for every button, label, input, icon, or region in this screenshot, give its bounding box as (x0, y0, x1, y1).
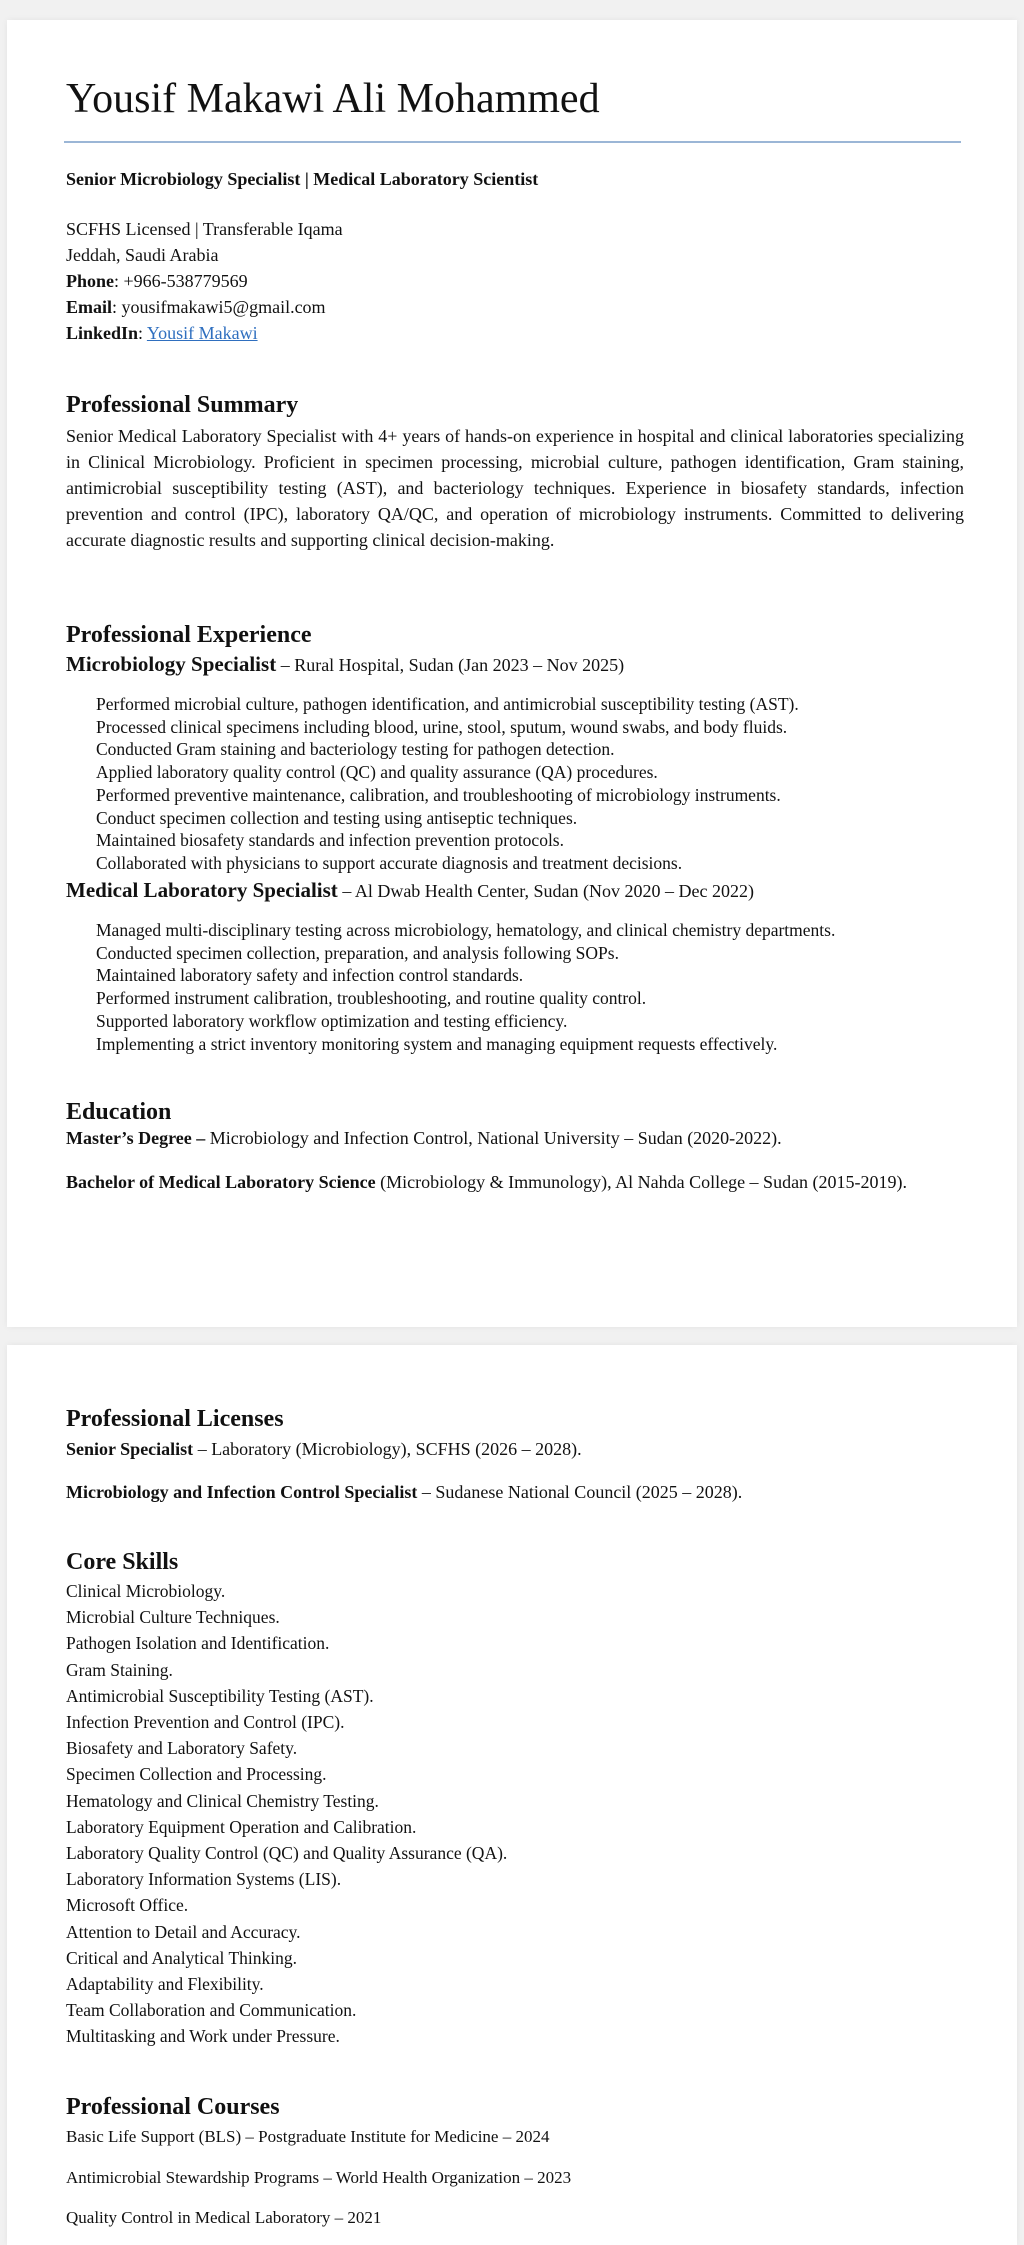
job-org: – Al Dwab Health Center, Sudan (Nov 2020 – Dec 2022) (337, 881, 755, 901)
skill-item: Clinical Microbiology. (66, 1581, 226, 1601)
course-item: Antimicrobial Stewardship Programs – World Health Organization – 2023 (66, 2168, 572, 2187)
duty-item: Applied laboratory quality control (QC) and quality assurance (QA) procedures. (96, 762, 658, 783)
licenses-heading: Professional Licenses (66, 1406, 284, 1432)
job-2-duties (96, 919, 835, 1055)
duty-item: Performed instrument calibration, troubleshooting, and routine quality control. (96, 988, 647, 1009)
skill-item: Biosafety and Laboratory Safety. (66, 1738, 298, 1759)
degree-detail: Microbiology and Infection Control, National University – Sudan (2020-2022). (205, 1128, 782, 1148)
phone-row (66, 268, 343, 294)
linkedin-link[interactable]: Yousif Makawi (146, 323, 258, 343)
course-item: Quality Control in Medical Laboratory – 2021 (66, 2208, 382, 2227)
skill-item: Attention to Detail and Accuracy. (66, 1921, 301, 1942)
skill-item: Specimen Collection and Processing. (66, 1764, 327, 1785)
skills-list (66, 1578, 507, 2050)
duty-item: Performed microbial culture, pathogen identification, and antimicrobial susceptibility testing (AST). (96, 694, 799, 714)
location: Jeddah, Saudi Arabia (66, 245, 219, 265)
skill-item: Pathogen Isolation and Identification. (66, 1633, 330, 1654)
summary-heading: Professional Summary (66, 392, 299, 418)
skill-item: Laboratory Equipment Operation and Calibration. (66, 1816, 417, 1837)
license-detail: – Sudanese National Council (2025 – 2028). (417, 1482, 743, 1502)
skill-item: Hematology and Clinical Chemistry Testing. (66, 1790, 379, 1811)
duty-item: Collaborated with physicians to support accurate diagnosis and treatment decisions. (96, 852, 683, 873)
job-role: Microbiology Specialist (66, 652, 277, 676)
contact-block (66, 216, 343, 346)
job-1-duties (96, 693, 799, 875)
skill-item: Multitasking and Work under Pressure. (66, 2026, 340, 2047)
duty-item: Managed multi-disciplinary testing across microbiology, hematology, and clinical chemistry departments. (96, 920, 836, 940)
skill-item: Microsoft Office. (66, 1895, 189, 1916)
skill-item: Antimicrobial Susceptibility Testing (AST). (66, 1685, 374, 1706)
duty-item: Performed preventive maintenance, calibration, and troubleshooting of microbiology instruments. (96, 784, 781, 805)
duty-item: Supported laboratory workflow optimization and testing efficiency. (96, 1010, 568, 1031)
skill-item: Laboratory Quality Control (QC) and Quality Assurance (QA). (66, 1843, 508, 1864)
linkedin-separator: : (138, 323, 147, 343)
skill-item: Critical and Analytical Thinking. (66, 1947, 298, 1968)
skill-item: Gram Staining. (66, 1659, 173, 1680)
name-divider (64, 141, 961, 143)
summary-text: Senior Medical Laboratory Specialist with 4+ years of hands-on experience in hospital and clinical laboratories specializing in Clinical Microbiology. Proficient in specimen processing, microbial culture, pathogen identification, Gram staining, antimicrobial susceptibility testing (AST), and bacteriology techniques. Experience in biosafety standards, infection prevention and control (IPC), laboratory QA/QC, and operation of microbiology instruments. Committed to delivering accurate diagnostic results and supporting clinical decision-making. (66, 426, 964, 550)
license-title: Senior Specialist (66, 1439, 194, 1459)
skill-item: Team Collaboration and Communication. (66, 2000, 357, 2021)
resume-page-2 (7, 1345, 1017, 2245)
education-item-master (66, 1125, 782, 1151)
duty-item: Maintained laboratory safety and infection control standards. (96, 965, 524, 986)
job-title-2 (66, 880, 754, 901)
license-detail: – Laboratory (Microbiology), SCFHS (2026 – 2028). (193, 1439, 582, 1459)
skill-item: Infection Prevention and Control (IPC). (66, 1712, 345, 1733)
candidate-name: Yousif Makawi Ali Mohammed (66, 76, 600, 122)
email-value: : yousifmakawi5@gmail.com (112, 297, 326, 317)
license-title: Microbiology and Infection Control Specialist (66, 1482, 418, 1502)
linkedin-label: LinkedIn (66, 323, 139, 343)
license-item (66, 1440, 582, 1458)
linkedin-row (66, 320, 343, 346)
degree-title: Bachelor of Medical Laboratory Science (66, 1172, 376, 1192)
email-row (66, 294, 343, 320)
email-label: Email (66, 297, 113, 317)
skill-item: Laboratory Information Systems (LIS). (66, 1869, 342, 1890)
phone-value: : +966-538779569 (114, 271, 248, 291)
education-heading: Education (66, 1099, 172, 1125)
duty-item: Implementing a strict inventory monitoring system and managing equipment requests effectively. (96, 1033, 778, 1054)
duty-item: Conduct specimen collection and testing using antiseptic techniques. (96, 807, 578, 828)
job-org: – Rural Hospital, Sudan (Jan 2023 – Nov 2025) (276, 655, 625, 675)
duty-item: Conducted Gram staining and bacteriology testing for pathogen detection. (96, 739, 615, 760)
duty-item: Maintained biosafety standards and infection prevention protocols. (96, 830, 564, 851)
headline: Senior Microbiology Specialist | Medical Laboratory Scientist (66, 169, 539, 189)
skills-heading: Core Skills (66, 1549, 179, 1575)
degree-detail: (Microbiology & Immunology), Al Nahda College – Sudan (2015-2019). (375, 1172, 908, 1192)
degree-title: Master’s Degree – (66, 1128, 206, 1148)
courses-heading: Professional Courses (66, 2094, 280, 2120)
course-item: Basic Life Support (BLS) – Postgraduate Institute for Medicine – 2024 (66, 2127, 550, 2146)
resume-page-1 (7, 20, 1017, 1327)
duty-item: Conducted specimen collection, preparation, and analysis following SOPs. (96, 942, 619, 963)
skill-item: Adaptability and Flexibility. (66, 1974, 264, 1995)
license-item (66, 1483, 742, 1501)
license-line: SCFHS Licensed | Transferable Iqama (66, 219, 343, 239)
skill-item: Microbial Culture Techniques. (66, 1607, 280, 1628)
duty-item: Processed clinical specimens including blood, urine, stool, sputum, wound swabs, and body fluids. (96, 716, 788, 737)
education-item-bachelor (66, 1169, 964, 1195)
job-title-1 (66, 654, 624, 675)
experience-heading: Professional Experience (66, 622, 312, 648)
job-role: Medical Laboratory Specialist (66, 878, 338, 902)
phone-label: Phone (66, 271, 115, 291)
